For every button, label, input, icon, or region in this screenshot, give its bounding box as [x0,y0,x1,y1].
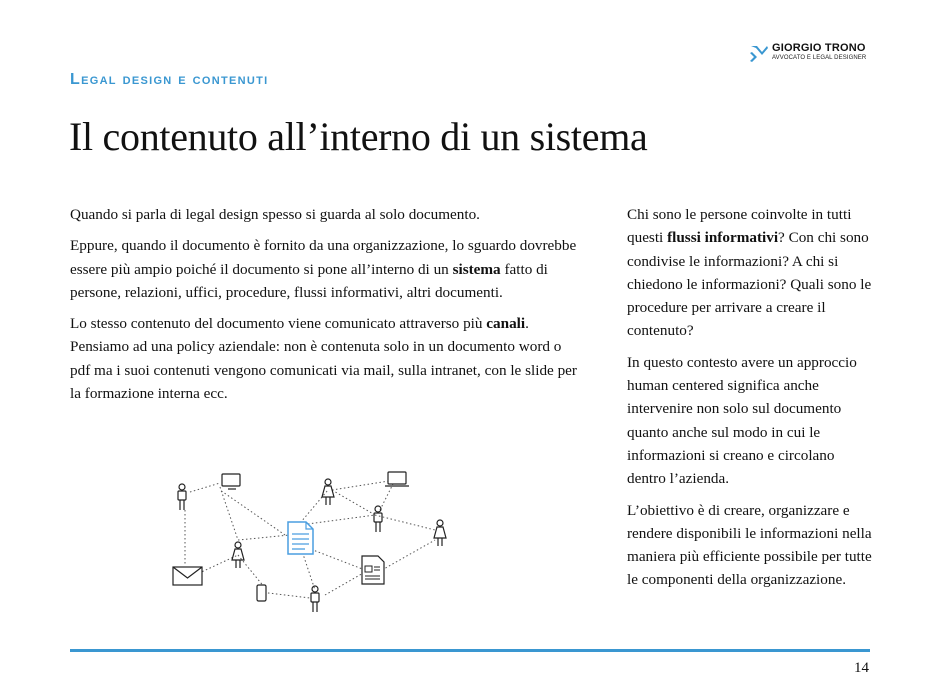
report-icon [362,556,384,584]
laptop-icon [222,474,240,489]
logo-name: GIORGIO TRONO [772,42,866,54]
right-paragraph-2: In questo contesto avere un approccio human centered significa anche intervenire non solo sul documento quanto anche sul modo in cui le informazioni si creano e circolano dentro l’azienda. [627,353,857,488]
logo-mark-icon [749,43,769,63]
page-number: 14 [854,660,869,676]
right-column [627,203,877,600]
laptop-icon [385,472,409,486]
left-paragraph-2: Eppure, quando il documento è fornito da una organizzazione, lo sguardo dovrebbe essere più ampio poiché il documento si pone all’interno di un sistema fatto di persone, relazioni, uffici, procedure, flussi informativi, altri documenti. [70,237,577,301]
envelope-icon [173,567,202,585]
phone-icon [257,585,266,601]
left-paragraph-1: Quando si parla di legal design spesso si guarda al solo documento. [70,206,480,223]
page-title: Il contenuto all’interno di un sistema [69,114,648,159]
right-paragraph-3: L’obiettivo è di creare, organizzare e rendere disponibili le informazioni nella maniera più efficiente possibile per tutte le componenti della organizzazione. [627,501,872,589]
person-icon [434,520,446,546]
document-icon [288,522,313,554]
network-diagram [160,460,460,620]
person-icon [374,506,382,532]
person-icon [322,479,334,505]
person-icon [178,484,186,510]
logo [749,41,879,65]
person-icon [311,586,319,612]
footer-rule [70,649,870,652]
left-column [70,203,580,413]
section-heading: Legal design e contenuti [70,71,269,88]
logo-subtitle: AVVOCATO E LEGAL DESIGNER [772,55,867,61]
left-paragraph-3: Lo stesso contenuto del documento viene comunicato attraverso più canali. Pensiamo ad una policy aziendale: non è contenuta solo in un documento word o pdf ma i suoi contenuti vengono comunicati via mail, sulla intranet, con le slide per la formazione interna ecc. [70,315,577,403]
right-paragraph-1: Chi sono le persone coinvolte in tutti questi flussi informativi? Con chi sono condivise le informazioni? A chi si chiedono le informazioni? Quali sono le procedure per arrivare a creare il contenuto? [627,206,872,340]
